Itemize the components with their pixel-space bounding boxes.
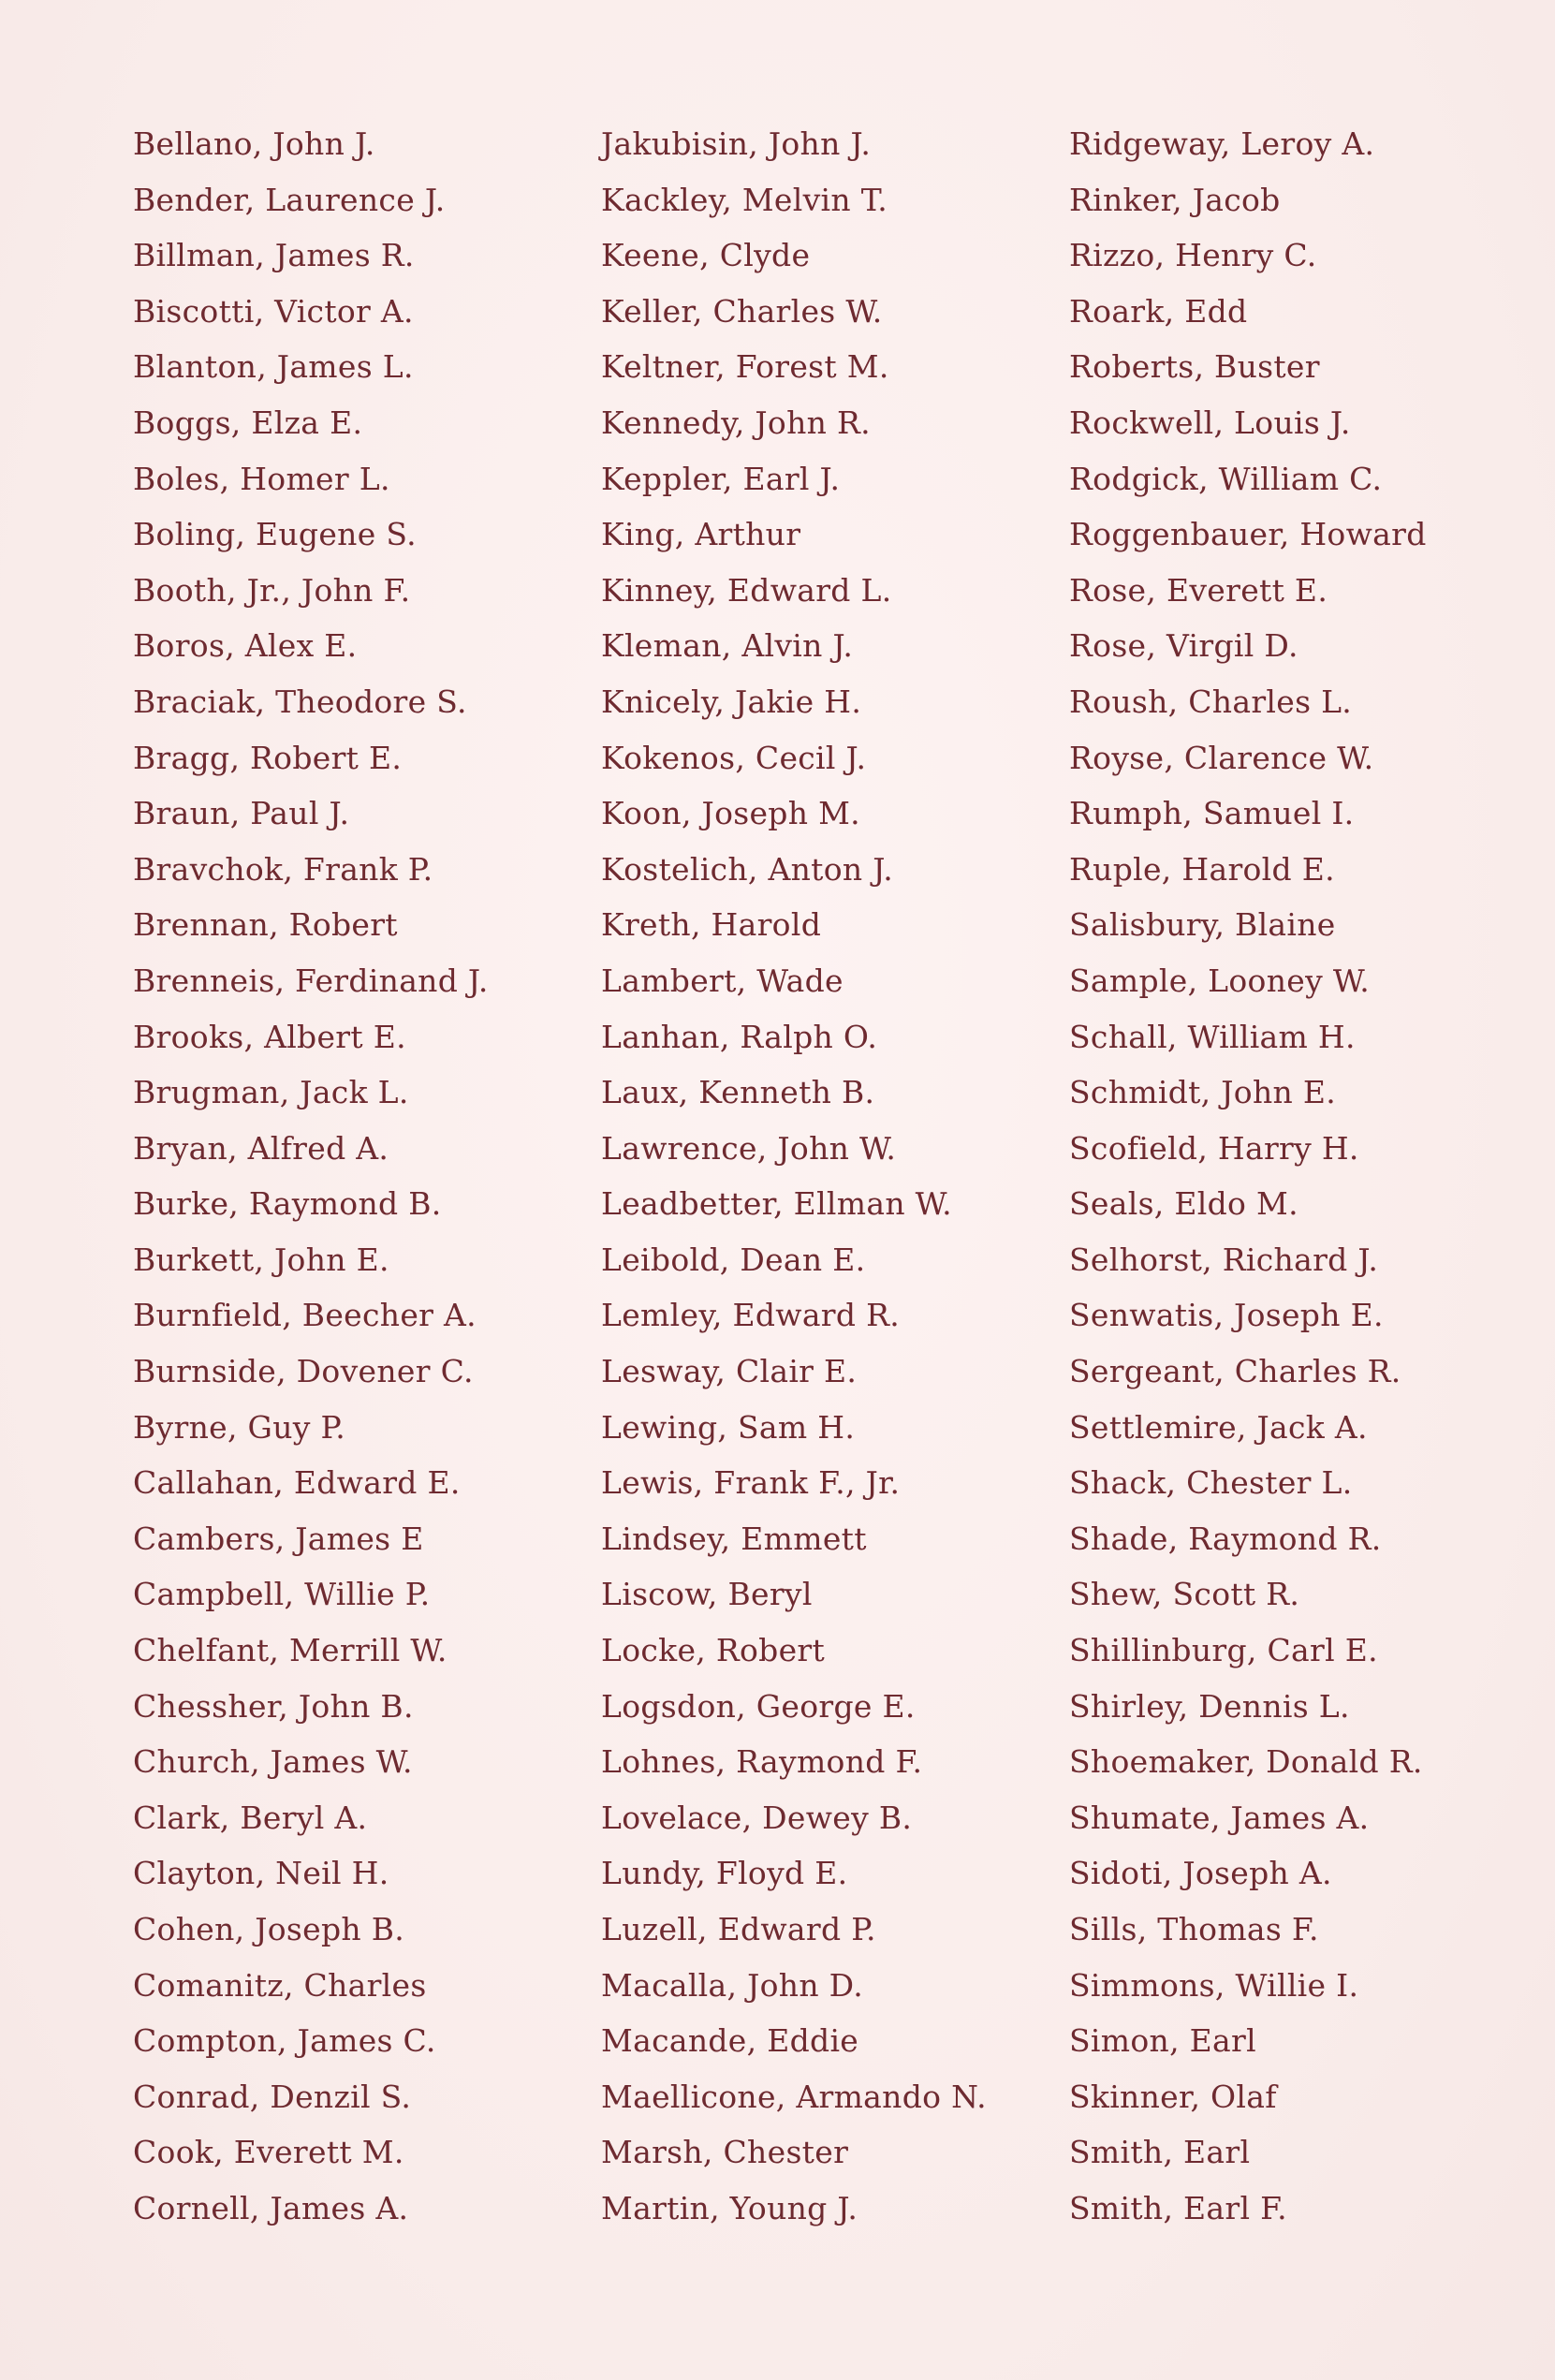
roster-name: Chessher, John B.: [133, 1687, 414, 1725]
roster-name: Lambert, Wade: [601, 962, 844, 999]
roster-name: Biscotti, Victor A.: [133, 292, 414, 330]
roster-name: Roberts, Buster: [1069, 348, 1320, 386]
roster-name: Selhorst, Richard J.: [1069, 1241, 1379, 1278]
name-column-2: [601, 116, 1107, 2237]
roster-name: Koon, Joseph M.: [601, 795, 860, 832]
roster-name: Cohen, Joseph B.: [133, 1911, 405, 1947]
roster-name: Leadbetter, Ellman W.: [601, 1185, 952, 1223]
roster-name: Martin, Young J.: [601, 2189, 858, 2226]
roster-name: Rockwell, Louis J.: [1069, 404, 1351, 441]
roster-name: Lewing, Sam H.: [601, 1408, 856, 1446]
roster-name: Shumate, James A.: [1069, 1799, 1370, 1836]
roster-name: King, Arthur: [601, 516, 801, 553]
roster-name: Lawrence, John W.: [601, 1129, 897, 1167]
roster-name: Shew, Scott R.: [1069, 1576, 1300, 1613]
roster-name: Settlemire, Jack A.: [1069, 1408, 1368, 1446]
roster-name: Comanitz, Charles: [133, 1966, 427, 2004]
roster-name: Logsdon, George E.: [601, 1687, 916, 1725]
roster-name: Roark, Edd: [1069, 292, 1248, 330]
roster-name: Shade, Raymond R.: [1069, 1520, 1382, 1557]
roster-name: Clayton, Neil H.: [133, 1855, 389, 1892]
roster-name: Simmons, Willie I.: [1069, 1966, 1359, 2004]
roster-name: Sidoti, Joseph A.: [1069, 1855, 1332, 1892]
roster-name: Rose, Virgil D.: [1069, 627, 1298, 665]
roster-name: Lewis, Frank F., Jr.: [601, 1464, 901, 1502]
roster-name: Brennan, Robert: [133, 906, 398, 944]
name-column-3: [1069, 116, 1555, 2237]
roster-name: Lohnes, Raymond F.: [601, 1743, 923, 1781]
roster-name: Leibold, Dean E.: [601, 1241, 866, 1278]
roster-name: Knicely, Jakie H.: [601, 683, 862, 720]
roster-name: Braun, Paul J.: [133, 795, 350, 832]
roster-name: Bellano, John J.: [133, 125, 375, 162]
roster-name: Rodgick, William C.: [1069, 460, 1383, 497]
roster-name: Blanton, James L.: [133, 348, 414, 386]
roster-name: Lindsey, Emmett: [601, 1520, 867, 1557]
roster-name: Shirley, Dennis L.: [1069, 1687, 1350, 1725]
name-column-1: [133, 116, 638, 2237]
roster-name: Smith, Earl F.: [1069, 2189, 1287, 2226]
roster-name: Schall, William H.: [1069, 1018, 1356, 1055]
roster-name: Kennedy, John R.: [601, 404, 871, 441]
roster-name: Marsh, Chester: [601, 2134, 849, 2171]
roster-name: Cambers, James E: [133, 1520, 424, 1557]
roster-name: Booth, Jr., John F.: [133, 571, 411, 609]
roster-name: Keller, Charles W.: [601, 292, 883, 330]
roster-name: Schmidt, John E.: [1069, 1074, 1337, 1111]
roster-name: Maellicone, Armando N.: [601, 2078, 987, 2115]
roster-name: Rumph, Samuel I.: [1069, 795, 1355, 832]
roster-name: Kostelich, Anton J.: [601, 850, 893, 888]
roster-name: Braciak, Theodore S.: [133, 683, 467, 720]
roster-name: Lanhan, Ralph O.: [601, 1018, 878, 1055]
roster-name: Boles, Homer L.: [133, 460, 390, 497]
roster-name: Bryan, Alfred A.: [133, 1129, 389, 1167]
roster-name: Senwatis, Joseph E.: [1069, 1297, 1384, 1334]
roster-name: Shillinburg, Carl E.: [1069, 1632, 1378, 1669]
roster-name: Laux, Kenneth B.: [601, 1074, 875, 1111]
roster-name: Burnside, Dovener C.: [133, 1353, 474, 1390]
roster-name: Kokenos, Cecil J.: [601, 739, 867, 776]
roster-name: Clark, Beryl A.: [133, 1799, 368, 1836]
roster-name: Shack, Chester L.: [1069, 1464, 1353, 1502]
roster-name: Roush, Charles L.: [1069, 683, 1353, 720]
roster-name: Locke, Robert: [601, 1632, 826, 1669]
roster-name: Conrad, Denzil S.: [133, 2078, 412, 2115]
roster-name: Ridgeway, Leroy A.: [1069, 125, 1375, 162]
roster-name: Brenneis, Ferdinand J.: [133, 962, 489, 999]
roster-name: Brooks, Albert E.: [133, 1018, 406, 1055]
roster-name: Shoemaker, Donald R.: [1069, 1743, 1423, 1781]
roster-name: Rinker, Jacob: [1069, 181, 1281, 218]
roster-name: Burnfield, Beecher A.: [133, 1297, 477, 1334]
roster-name: Bragg, Robert E.: [133, 739, 403, 776]
roster-name: Billman, James R.: [133, 237, 415, 274]
roster-name: Skinner, Olaf: [1069, 2078, 1277, 2115]
roster-name: Cornell, James A.: [133, 2189, 409, 2226]
roster-name: Ruple, Harold E.: [1069, 850, 1335, 888]
roster-name: Bender, Laurence J.: [133, 181, 446, 218]
roster-name: Lemley, Edward R.: [601, 1297, 901, 1334]
roster-name: Kinney, Edward L.: [601, 571, 892, 609]
roster-name: Byrne, Guy P.: [133, 1408, 346, 1446]
roster-name: Chelfant, Merrill W.: [133, 1632, 447, 1669]
roster-name: Keppler, Earl J.: [601, 460, 841, 497]
roster-name: Scofield, Harry H.: [1069, 1129, 1359, 1167]
roster-name: Seals, Eldo M.: [1069, 1185, 1298, 1223]
roster-name: Boling, Eugene S.: [133, 516, 417, 553]
roster-name: Rizzo, Henry C.: [1069, 237, 1317, 274]
roster-name: Salisbury, Blaine: [1069, 906, 1336, 944]
roster-name: Burke, Raymond B.: [133, 1185, 442, 1223]
roster-name: Macalla, John D.: [601, 1966, 864, 2004]
roster-name: Lundy, Floyd E.: [601, 1855, 848, 1892]
roster-name: Kreth, Harold: [601, 906, 822, 944]
roster-name: Sills, Thomas F.: [1069, 1911, 1319, 1947]
roster-name: Brugman, Jack L.: [133, 1074, 409, 1111]
roster-name: Callahan, Edward E.: [133, 1464, 461, 1502]
roster-name: Smith, Earl: [1069, 2134, 1251, 2171]
roster-name: Bravchok, Frank P.: [133, 850, 433, 888]
roster-name: Keene, Clyde: [601, 237, 811, 274]
roster-name: Luzell, Edward P.: [601, 1911, 876, 1947]
roster-name: Sample, Looney W.: [1069, 962, 1371, 999]
roster-name: Sergeant, Charles R.: [1069, 1353, 1401, 1390]
roster-name: Macande, Eddie: [601, 2022, 859, 2060]
roster-name: Cook, Everett M.: [133, 2134, 404, 2171]
roster-name: Kleman, Alvin J.: [601, 627, 854, 665]
roster-name: Roggenbauer, Howard: [1069, 516, 1427, 553]
roster-name: Boggs, Elza E.: [133, 404, 363, 441]
roster-name: Royse, Clarence W.: [1069, 739, 1374, 776]
roster-name: Campbell, Willie P.: [133, 1576, 431, 1613]
roster-name: Simon, Earl: [1069, 2022, 1256, 2060]
roster-name: Rose, Everett E.: [1069, 571, 1328, 609]
roster-name: Liscow, Beryl: [601, 1576, 813, 1613]
roster-name: Keltner, Forest M.: [601, 348, 889, 386]
roster-name: Boros, Alex E.: [133, 627, 358, 665]
roster-name: Lovelace, Dewey B.: [601, 1799, 913, 1836]
roster-name: Jakubisin, John J.: [601, 125, 872, 162]
roster-name: Compton, James C.: [133, 2022, 436, 2060]
roster-name: Kackley, Melvin T.: [601, 181, 888, 218]
roster-name: Burkett, John E.: [133, 1241, 389, 1278]
roster-name: Church, James W.: [133, 1743, 413, 1781]
roster-name: Lesway, Clair E.: [601, 1353, 858, 1390]
